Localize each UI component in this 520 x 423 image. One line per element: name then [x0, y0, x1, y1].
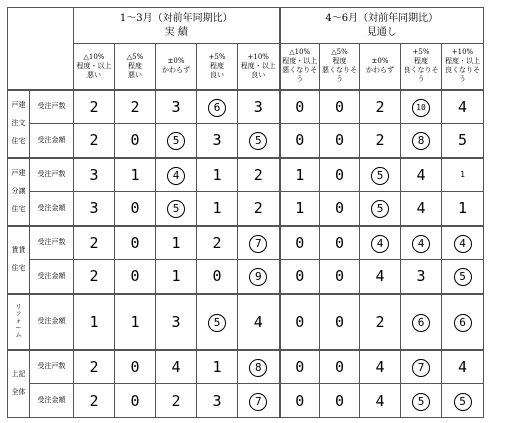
value-cell: 2: [238, 158, 280, 192]
circled-value: 5: [371, 200, 389, 218]
data-row: [8, 192, 484, 226]
value-cell: 5: [442, 124, 484, 158]
circled-value: 10: [412, 99, 430, 117]
value-cell: 0: [280, 124, 320, 158]
survey-table: [7, 7, 484, 418]
column-header-p2-1: △5% 程度 悪くなりそう: [320, 44, 360, 90]
value-cell: [442, 294, 484, 350]
value-cell: [156, 192, 197, 226]
data-row: [8, 158, 484, 192]
value-cell: 1: [280, 158, 320, 192]
group-label-g4: リ フ ォ ー ム: [8, 294, 30, 350]
circled-value: 5: [208, 314, 226, 332]
value-cell: 1: [115, 294, 156, 350]
value-cell: [156, 158, 197, 192]
value-cell: [360, 192, 401, 226]
value-cell: 0: [320, 124, 360, 158]
value-cell: 0: [197, 260, 238, 294]
data-row: [8, 226, 484, 260]
value-cell: 0: [320, 158, 360, 192]
value-cell: 3: [401, 260, 442, 294]
data-row: [8, 350, 484, 384]
value-cell: 0: [280, 90, 320, 124]
circled-value: 6: [208, 99, 226, 117]
value-cell: 1: [197, 192, 238, 226]
value-cell: 0: [280, 350, 320, 384]
value-cell: 1: [115, 158, 156, 192]
circled-value: 7: [249, 235, 267, 253]
column-header-p1-3: +5% 程度 良い: [197, 44, 238, 90]
value-cell: [156, 124, 197, 158]
value-cell: [442, 226, 484, 260]
value-cell: 3: [197, 384, 238, 418]
value-cell: 2: [74, 260, 115, 294]
value-cell: 1: [442, 192, 484, 226]
value-cell: 2: [156, 384, 197, 418]
group-label-g5: 上記 全体: [8, 350, 30, 418]
value-cell: 2: [74, 350, 115, 384]
circled-value: 5: [167, 132, 185, 150]
value-cell: 0: [320, 294, 360, 350]
circled-value: 8: [249, 359, 267, 377]
value-cell: 4: [360, 350, 401, 384]
period2-title: 4～6月（対前年同期比）: [325, 12, 439, 24]
row-measure-label: 受注戸数: [30, 226, 74, 260]
column-header-p2-4: +10% 程度・以上 良くなりそう: [442, 44, 484, 90]
period2-header: [280, 8, 484, 44]
value-cell: 1: [197, 158, 238, 192]
value-cell: 0: [280, 294, 320, 350]
group-label-g3: 賃貸 住宅: [8, 226, 30, 294]
value-cell: 0: [115, 192, 156, 226]
value-cell: 0: [280, 384, 320, 418]
column-header-p2-2: ±0% かわらず: [360, 44, 401, 90]
column-header-p1-2: ±0% かわらず: [156, 44, 197, 90]
value-cell: 1: [280, 192, 320, 226]
corner-cell: [8, 8, 74, 90]
circled-value: 8: [412, 132, 430, 150]
value-cell: 0: [115, 124, 156, 158]
value-cell: 0: [320, 226, 360, 260]
value-cell: [360, 158, 401, 192]
circled-value: 5: [249, 132, 267, 150]
row-measure-label: 受注金額: [30, 192, 74, 226]
column-header-p1-4: +10% 程度・以上 良い: [238, 44, 280, 90]
value-cell: 2: [360, 124, 401, 158]
value-cell: 3: [156, 294, 197, 350]
circled-value: 9: [249, 268, 267, 286]
value-cell: [401, 226, 442, 260]
period1-subtitle: 実 績: [164, 26, 188, 38]
value-cell: 2: [74, 90, 115, 124]
value-cell: 0: [320, 90, 360, 124]
circled-value: 5: [454, 393, 472, 411]
circled-value: 5: [454, 268, 472, 286]
value-cell: 3: [74, 158, 115, 192]
value-cell: [442, 384, 484, 418]
value-cell: [442, 260, 484, 294]
value-cell: 2: [115, 90, 156, 124]
value-cell: [238, 260, 280, 294]
group-label-g2: 戸建 分譲 住宅: [8, 158, 30, 226]
row-measure-label: 受注金額: [30, 124, 74, 158]
value-cell: 1: [156, 260, 197, 294]
value-cell: [238, 350, 280, 384]
value-cell: [401, 350, 442, 384]
value-cell: 4: [442, 90, 484, 124]
value-cell: 0: [115, 350, 156, 384]
row-measure-label: 受注戸数: [30, 90, 74, 124]
period2-subtitle: 見通し: [366, 26, 397, 38]
value-cell: 2: [360, 90, 401, 124]
value-cell: 0: [320, 260, 360, 294]
data-row: [8, 384, 484, 418]
value-cell: 2: [197, 226, 238, 260]
period1-header: [74, 8, 280, 44]
value-cell: 0: [115, 384, 156, 418]
data-row: [8, 260, 484, 294]
circled-value: 6: [454, 314, 472, 332]
value-cell: 2: [74, 226, 115, 260]
value-cell: 2: [74, 124, 115, 158]
value-cell: 4: [238, 294, 280, 350]
value-cell: [360, 226, 401, 260]
value-cell: 2: [238, 192, 280, 226]
row-measure-label: 受注金額: [30, 260, 74, 294]
value-cell: 0: [320, 192, 360, 226]
circled-value: 4: [412, 235, 430, 253]
circled-value: 6: [412, 314, 430, 332]
circled-value: 4: [454, 235, 472, 253]
value-cell: 4: [360, 260, 401, 294]
survey-table-wrapper: [7, 7, 484, 418]
value-cell: 3: [156, 90, 197, 124]
value-cell: [401, 384, 442, 418]
value-cell: 4: [156, 350, 197, 384]
column-header-p1-0: △10% 程度・以上 悪い: [74, 44, 115, 90]
value-cell: 1: [197, 350, 238, 384]
value-cell: [238, 226, 280, 260]
value-cell: 0: [115, 226, 156, 260]
value-cell: 0: [280, 260, 320, 294]
circled-value: 5: [167, 200, 185, 218]
value-cell: [238, 124, 280, 158]
value-cell: 2: [74, 384, 115, 418]
value-cell: 1: [74, 294, 115, 350]
circled-value: 5: [412, 393, 430, 411]
column-header-row: [8, 44, 484, 90]
value-cell: 4: [401, 158, 442, 192]
value-cell: 1: [156, 226, 197, 260]
value-cell: 1: [442, 158, 484, 192]
value-cell: 0: [320, 384, 360, 418]
value-cell: 0: [320, 350, 360, 384]
column-header-p1-1: △5% 程度 悪い: [115, 44, 156, 90]
row-measure-label: 受注戸数: [30, 158, 74, 192]
column-header-p2-3: +5% 程度 良くなりそう: [401, 44, 442, 90]
period1-title: 1～3月（対前年同期比）: [119, 12, 233, 24]
circled-value: 4: [167, 167, 185, 185]
value-cell: [197, 90, 238, 124]
data-row: [8, 124, 484, 158]
value-cell: [401, 90, 442, 124]
value-cell: [197, 294, 238, 350]
data-row: [8, 90, 484, 124]
value-cell: 4: [360, 384, 401, 418]
value-cell: [401, 124, 442, 158]
value-cell: 4: [442, 350, 484, 384]
column-header-p2-0: △10% 程度・以上 悪くなりそう: [280, 44, 320, 90]
value-cell: 0: [280, 226, 320, 260]
row-measure-label: 受注金額: [30, 384, 74, 418]
data-row: [8, 294, 484, 350]
circled-value: 5: [371, 167, 389, 185]
circled-value: 7: [412, 359, 430, 377]
row-measure-label: 受注金額: [30, 294, 74, 350]
value-cell: [401, 294, 442, 350]
value-cell: 3: [197, 124, 238, 158]
value-cell: [238, 384, 280, 418]
row-measure-label: 受注戸数: [30, 350, 74, 384]
value-cell: 4: [401, 192, 442, 226]
value-cell: 2: [360, 294, 401, 350]
circled-value: 4: [371, 235, 389, 253]
value-cell: 3: [74, 192, 115, 226]
value-cell: 0: [115, 260, 156, 294]
circled-value: 7: [249, 393, 267, 411]
group-label-g1: 戸建 注文 住宅: [8, 90, 30, 158]
value-cell: 3: [238, 90, 280, 124]
